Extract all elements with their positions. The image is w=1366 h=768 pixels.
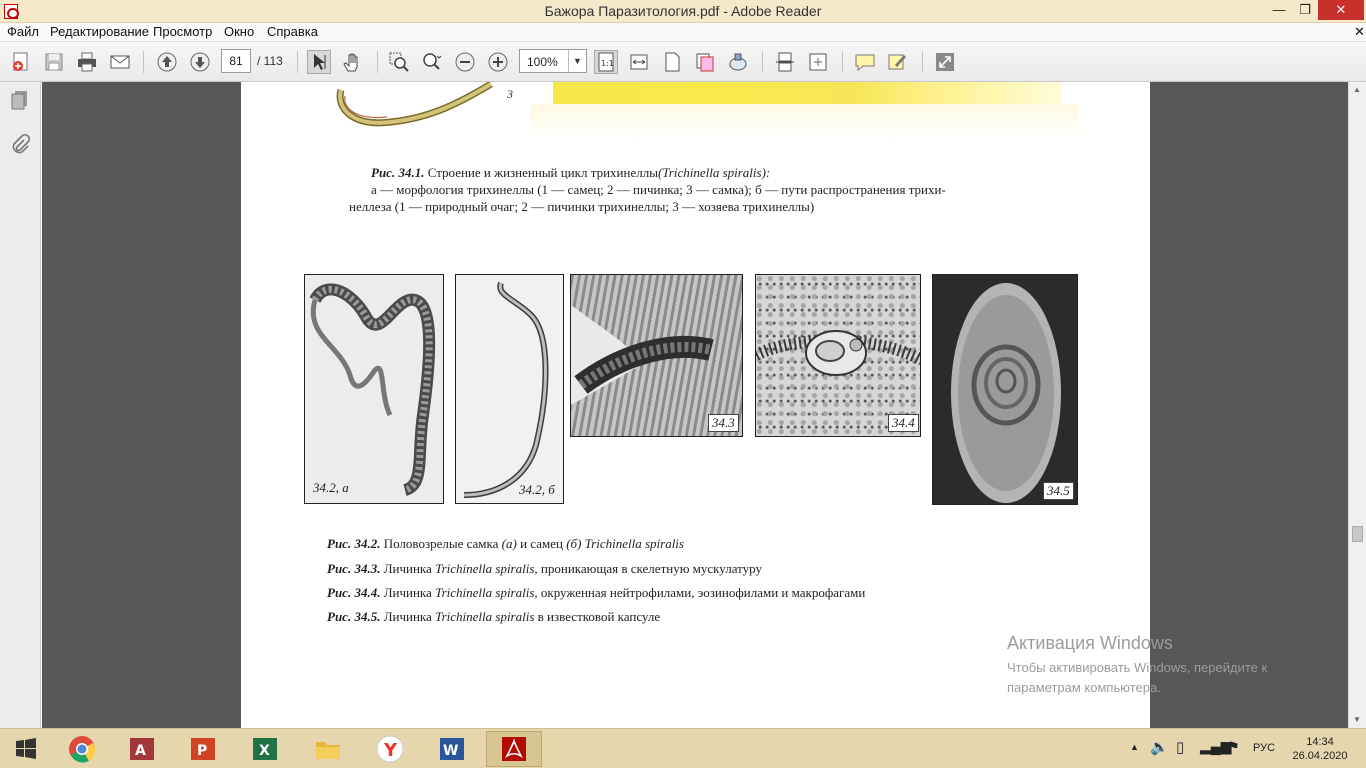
caption-italic: (б) — [566, 536, 582, 551]
activation-title: Активация Windows — [1007, 633, 1173, 653]
scrollbar-thumb[interactable] — [1352, 526, 1363, 542]
caption-text: и самец — [516, 536, 567, 551]
flag-icon[interactable]: ⚑ — [1228, 739, 1240, 754]
language-indicator[interactable]: РУС — [1253, 742, 1276, 754]
caption-lead: Рис. 34.2. — [327, 536, 381, 551]
caption-text: Личинка — [380, 585, 436, 600]
access-icon[interactable] — [114, 731, 170, 767]
document-view[interactable] — [42, 82, 1348, 728]
previous-page-icon[interactable] — [155, 50, 179, 74]
caption-text: Личинка — [380, 609, 436, 624]
caption-lead: Рис. 34.5. — [327, 609, 381, 624]
menu-window[interactable]: Окно — [224, 24, 255, 39]
create-pdf-icon[interactable] — [9, 50, 33, 74]
activation-line-1: Чтобы активировать Windows, перейдите к — [1007, 660, 1268, 675]
svg-text:P: P — [197, 743, 208, 759]
zoom-out-icon[interactable] — [453, 50, 477, 74]
select-cursor-icon[interactable] — [307, 50, 331, 74]
caption-lead: Рис. 34.4. — [327, 585, 381, 600]
toolbar-separator — [377, 51, 378, 73]
page-thumbnails-icon[interactable] — [8, 88, 32, 112]
navigation-pane — [0, 82, 41, 728]
scroll-up-icon[interactable]: ▲ — [1353, 85, 1361, 94]
larva-in-muscle-image — [571, 275, 743, 437]
fit-page-icon[interactable] — [660, 50, 684, 74]
actual-size-icon[interactable] — [594, 50, 618, 74]
svg-text:X: X — [259, 743, 270, 759]
clock-date: 26.04.2020 — [1292, 750, 1348, 762]
calcified-capsule-image — [933, 275, 1078, 505]
toolbar — [0, 42, 1366, 82]
clock-time: 14:34 — [1306, 736, 1334, 748]
save-icon[interactable] — [42, 50, 66, 74]
vertical-scrollbar[interactable] — [1348, 82, 1366, 728]
zoom-value: 100% — [527, 55, 558, 69]
figure-label: 3 — [507, 87, 513, 101]
photo-34-2a — [304, 274, 444, 504]
zoom-in-icon[interactable] — [486, 50, 510, 74]
sticky-note-icon[interactable] — [853, 50, 877, 74]
close-window-button[interactable]: ✕ — [1318, 0, 1364, 20]
photo-label: 34.2, б — [519, 482, 555, 497]
figure-34-2-caption — [327, 536, 684, 552]
zoom-select[interactable] — [519, 49, 587, 73]
fit-width-icon[interactable] — [627, 50, 651, 74]
caption-text: Строение и жизненный цикл трихинеллы — [424, 165, 658, 180]
show-hidden-icons-icon[interactable]: ▲ — [1130, 742, 1139, 752]
marquee-zoom-icon[interactable] — [387, 50, 411, 74]
chevron-down-icon[interactable]: ▼ — [568, 50, 586, 72]
photo-34-4 — [755, 274, 921, 437]
photo-34-5 — [932, 274, 1078, 505]
page-total: / 113 — [257, 54, 283, 68]
speaker-icon[interactable]: 🔈 — [1150, 739, 1169, 756]
powerpoint-icon[interactable] — [175, 731, 231, 767]
photo-34-3 — [570, 274, 743, 437]
toolbar-separator — [143, 51, 144, 73]
toolbar-separator — [297, 51, 298, 73]
caption-lead: Рис. 34.1. — [371, 165, 425, 180]
encircled-larva-image — [756, 275, 921, 437]
toolbar-separator — [842, 51, 843, 73]
caption-tail: , проникающая в скелетную мускулатуру — [534, 561, 762, 576]
menu-edit[interactable]: Редактирование — [50, 24, 150, 39]
excel-icon[interactable] — [237, 731, 293, 767]
highlight-icon[interactable] — [886, 50, 910, 74]
toolbar-separator — [922, 51, 923, 73]
figure-34-5-caption — [327, 609, 660, 625]
zoom-options-icon[interactable] — [420, 50, 444, 74]
page-view-icon[interactable] — [693, 50, 717, 74]
caption-lead: Рис. 34.3. — [327, 561, 381, 576]
yellow-band — [553, 82, 1061, 104]
next-page-icon[interactable] — [188, 50, 212, 74]
title-bar — [0, 0, 1366, 23]
print-icon[interactable] — [75, 50, 99, 74]
svg-text:W: W — [443, 743, 459, 759]
minimize-button[interactable]: — — [1272, 2, 1286, 17]
maximize-button[interactable]: ❐ — [1299, 2, 1311, 17]
page-number-input[interactable]: 81 — [221, 49, 251, 73]
caption-italic: (а) — [501, 536, 517, 551]
yandex-browser-icon[interactable] — [362, 731, 418, 767]
caption-species: (Trichinella spiralis): — [657, 165, 771, 180]
trichinella-drawing — [331, 82, 501, 142]
word-icon[interactable] — [424, 731, 480, 767]
menu-view[interactable]: Просмотр — [153, 24, 213, 39]
read-aloud-icon[interactable] — [726, 50, 750, 74]
figure-34-4-caption — [327, 585, 865, 601]
pdf-page — [241, 82, 1150, 728]
attachments-icon[interactable] — [8, 132, 32, 156]
svg-text:A: A — [135, 743, 146, 759]
window-title: Бажора Паразитология.pdf - Adobe Reader — [544, 3, 822, 19]
caption-text: Половозрелые самка — [380, 536, 502, 551]
clock[interactable] — [1288, 735, 1352, 763]
menu-file[interactable]: Файл — [7, 24, 39, 39]
menu-bar — [0, 23, 1366, 42]
photo-label: 34.5 — [1043, 482, 1074, 500]
hand-tool-icon[interactable] — [340, 50, 364, 74]
chrome-icon[interactable] — [54, 731, 110, 767]
file-explorer-icon[interactable] — [300, 731, 356, 767]
taskbar — [0, 728, 1366, 768]
photo-label: 34.3 — [708, 414, 739, 432]
network-icon[interactable]: ▂▄▆ — [1200, 738, 1232, 754]
windows-activation-notice — [1007, 633, 1267, 698]
caption-species: Trichinella spiralis — [435, 609, 535, 624]
start-button[interactable] — [0, 731, 52, 767]
caption-species: Trichinella spiralis — [435, 561, 535, 576]
yellow-fade — [531, 104, 1079, 140]
caption-text: Личинка — [380, 561, 436, 576]
caption-tail: в известковой капсуле — [534, 609, 661, 624]
adobe-reader-taskbar-icon[interactable] — [486, 731, 542, 767]
female-worm-image — [305, 275, 444, 504]
battery-icon[interactable]: ▯ — [1176, 739, 1185, 756]
figure-34-3-caption — [327, 561, 762, 577]
scrolling-mode-icon[interactable] — [773, 50, 797, 74]
scroll-down-icon[interactable]: ▼ — [1353, 715, 1361, 724]
caption-tail: , окруженная нейтрофилами, эозинофилами и макрофагами — [534, 585, 866, 600]
close-document-button[interactable]: ✕ — [1354, 24, 1365, 39]
toolbar-separator — [762, 51, 763, 73]
fit-window-icon[interactable] — [806, 50, 830, 74]
email-icon[interactable] — [108, 50, 132, 74]
svg-text:Y: Y — [384, 740, 398, 761]
caption-species: Trichinella spiralis — [435, 585, 535, 600]
menu-help[interactable]: Справка — [267, 24, 318, 39]
activation-line-2: параметрам компьютера. — [1007, 680, 1161, 695]
caption-line-2: а — морфология трихинеллы (1 — самец; 2 — пичинка; 3 — самка); б — пути распространения трихи- — [371, 182, 946, 197]
svg-text:1:1: 1:1 — [601, 59, 614, 68]
photo-label: 34.4 — [888, 414, 919, 432]
full-screen-icon[interactable] — [933, 50, 957, 74]
male-worm-image — [456, 275, 564, 504]
caption-species: Trichinella spiralis — [581, 536, 684, 551]
caption-line-3: неллеза (1 — природный очаг; 2 — пичинки трихинеллы; 3 — хозяева трихинеллы) — [349, 199, 815, 214]
photo-label: 34.2, а — [313, 480, 349, 495]
photo-34-2b — [455, 274, 564, 504]
